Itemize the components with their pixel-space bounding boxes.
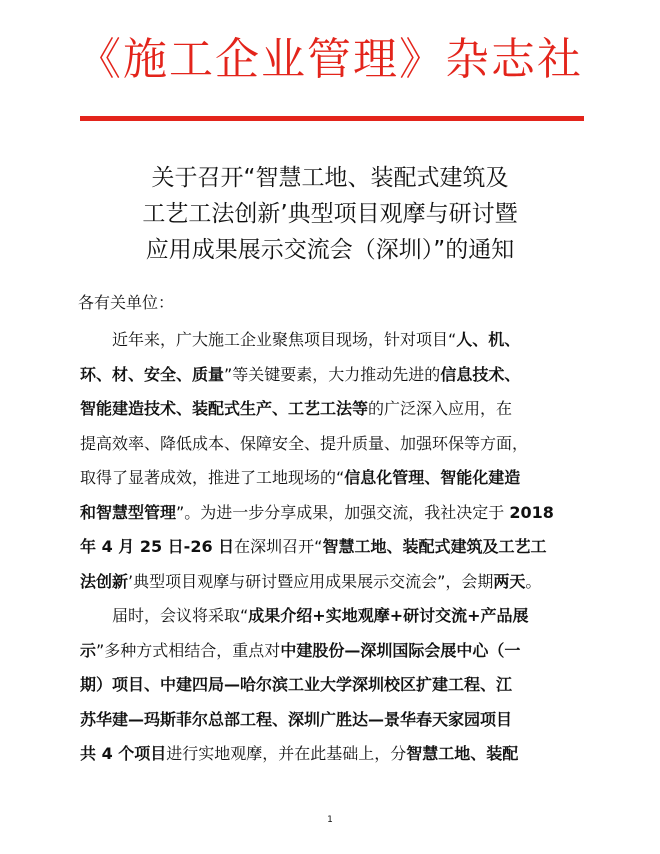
- body-bold-run: 中建股份—深圳国际会展中心（一: [280, 640, 521, 660]
- body-bold-run: 示: [80, 640, 97, 660]
- body-line: [80, 634, 584, 669]
- body-run: ”多种方式相结合，重点对: [96, 640, 281, 660]
- body-run: 届时，会议将采取“: [112, 606, 249, 625]
- notice-title: [40, 160, 620, 268]
- body-text: [80, 323, 584, 772]
- body-line: [80, 599, 584, 634]
- notice-title-line-3: 应用成果展示交流会（深圳）”的通知: [145, 237, 515, 263]
- body-run: 。: [525, 571, 542, 591]
- body-line: [80, 427, 584, 462]
- body-bold-run: 智慧工地、装配式建筑及工艺工: [322, 537, 547, 556]
- body-bold-run: 2018: [509, 502, 554, 522]
- body-bold-run: 智慧工地、装配: [406, 744, 519, 763]
- body-bold-run: 共 4 个项目: [80, 744, 167, 763]
- body-bold-run: 两天: [493, 571, 526, 591]
- body-bold-run: 和智慧型管理: [80, 502, 177, 522]
- body-bold-run: 智能建造技术、装配式生产、工艺工法等: [80, 399, 369, 418]
- body-line: [80, 565, 584, 600]
- body-run: ”等关键要素，大力推动先进的: [224, 364, 441, 384]
- body-bold-run: 信息技术、: [440, 364, 521, 384]
- body-bold-run: 苏华建—玛斯菲尔总部工程、深圳广胜达—景华春天家园项目: [80, 709, 513, 729]
- body-run: 提高效率、降低成本、保障安全、提升质量、加强环保等方面，: [80, 433, 529, 453]
- body-bold-run: 法创新: [80, 571, 129, 591]
- notice-title-line-2: 工艺工法创新’典型项目观摩与研讨暨: [142, 201, 518, 227]
- body-run: 进行实地观摩，并在此基础上，分: [166, 744, 407, 763]
- salutation: 各有关单位：: [78, 293, 175, 312]
- body-bold-run: 年 4 月 25 日-26 日: [80, 537, 235, 556]
- body-line: [80, 530, 584, 565]
- body-line: [80, 358, 584, 393]
- page-number: 1: [327, 815, 333, 825]
- body-run: ’典型项目观摩与研讨暨应用成果展示交流会”，会期: [128, 571, 494, 591]
- body-line: [80, 703, 584, 738]
- body-line: [80, 737, 584, 772]
- notice-title-line-1: 关于召开“智慧工地、装配式建筑及: [151, 165, 509, 191]
- body-bold-run: 成果介绍+实地观摩+研讨交流+产品展: [248, 606, 529, 625]
- body-line: [80, 323, 584, 358]
- body-bold-run: 信息化管理、智能化建造: [344, 468, 521, 487]
- body-bold-run: 人、机、: [456, 330, 521, 349]
- masthead-rule: [80, 116, 584, 121]
- body-run: 在深圳召开“: [234, 537, 323, 556]
- body-bold-run: 环、材、安全、质量: [80, 364, 225, 384]
- body-line: [80, 496, 584, 531]
- body-bold-run: 期）项目、中建四局—哈尔滨工业大学深圳校区扩建工程、江: [80, 675, 513, 694]
- body-run: 取得了显著成效，推进了工地现场的“: [80, 468, 345, 487]
- masthead-title: 《施工企业管理》杂志社: [77, 34, 583, 85]
- body-run: ”。为进一步分享成果，加强交流，我社决定于: [176, 502, 510, 522]
- body-line: [80, 668, 584, 703]
- body-line: [80, 461, 584, 496]
- body-line: [80, 392, 584, 427]
- body-run: 的广泛深入应用，在: [368, 399, 513, 418]
- body-run: 近年来，广大施工企业聚焦项目现场，针对项目“: [112, 330, 457, 349]
